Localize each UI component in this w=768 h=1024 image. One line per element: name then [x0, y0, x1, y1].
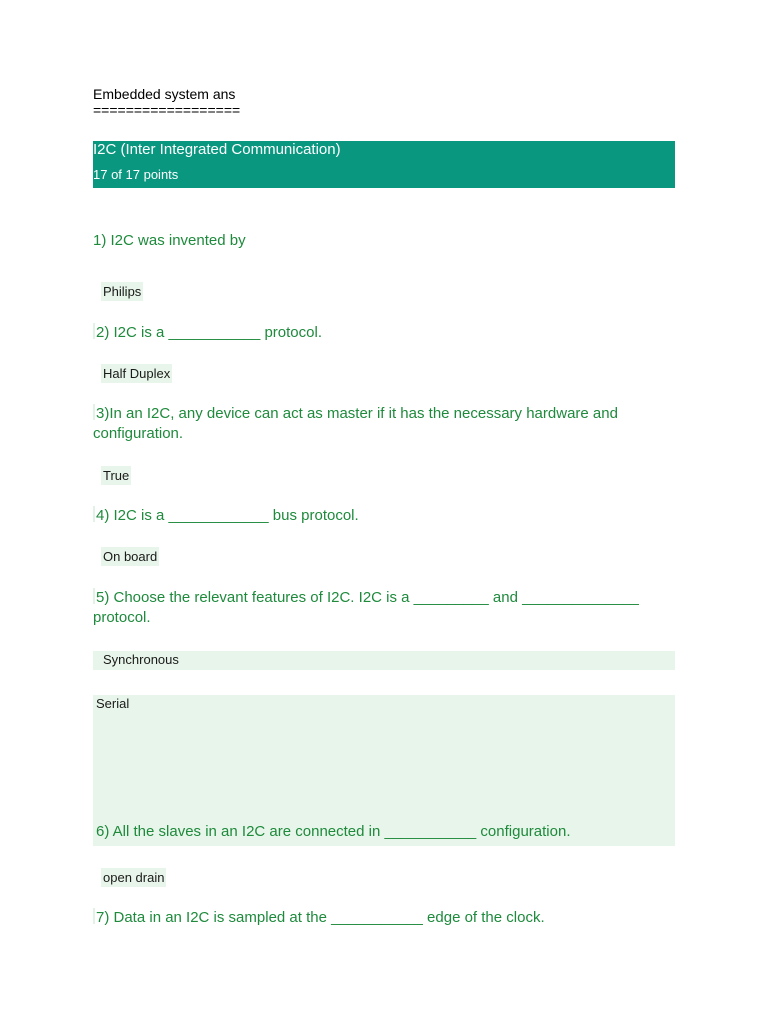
question-3-text: 3)In an I2C, any device can act as master if it has the necessary hardware and configuration. [93, 405, 618, 442]
question-5 [93, 588, 675, 628]
question-marker [93, 323, 95, 339]
section-score: 17 of 17 points [93, 167, 179, 182]
title-underline: ================== [93, 102, 241, 118]
document-title: Embedded system ans [93, 86, 236, 102]
question-marker [93, 506, 95, 522]
answer-5-band-1 [93, 651, 675, 670]
question-marker [93, 404, 95, 420]
answer-6: open drain [103, 870, 165, 885]
answer-3: True [103, 468, 130, 483]
answer-1: Philips [103, 284, 142, 299]
question-2 [93, 323, 675, 343]
question-6: 6) All the slaves in an I2C are connected in ___________ configuration. [96, 823, 571, 840]
answer-5b: Serial [96, 696, 130, 711]
question-4 [93, 506, 675, 526]
answer-5a: Synchronous [103, 652, 179, 667]
answer-5-band-2 [93, 695, 675, 846]
question-7 [93, 908, 675, 928]
question-3 [93, 404, 675, 444]
answer-2: Half Duplex [103, 366, 171, 381]
question-7-text: 7) Data in an I2C is sampled at the ___________ edge of the clock. [96, 909, 545, 926]
question-2-text: 2) I2C is a ___________ protocol. [96, 324, 322, 341]
question-marker [93, 588, 95, 604]
question-marker [93, 908, 95, 924]
question-4-text: 4) I2C is a ____________ bus protocol. [96, 507, 359, 524]
section-header [93, 141, 675, 188]
section-title: I2C (Inter Integrated Communication) [93, 141, 341, 158]
question-5-text: 5) Choose the relevant features of I2C. I2C is a _________ and ______________ protocol. [93, 589, 639, 626]
question-1: 1) I2C was invented by [93, 232, 246, 249]
answer-4: On board [103, 549, 158, 564]
